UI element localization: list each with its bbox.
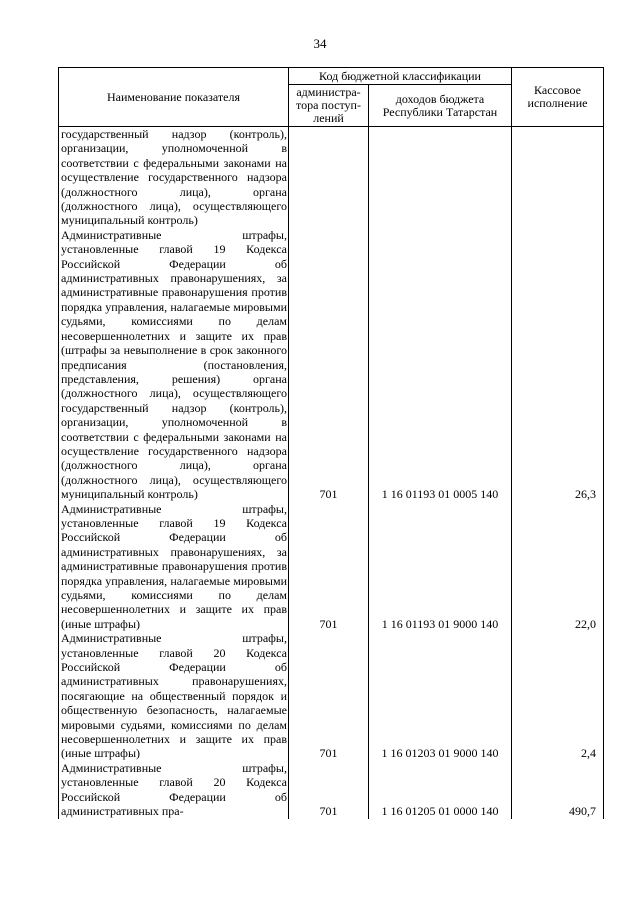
header-execution: Кассовое исполнение bbox=[512, 68, 604, 127]
row-code: 1 16 01203 01 9000 140 bbox=[369, 631, 512, 761]
table-row bbox=[59, 228, 604, 502]
row-amount: 490,7 bbox=[512, 761, 604, 819]
table-row bbox=[59, 631, 604, 761]
row-admin: 701 bbox=[289, 228, 369, 502]
row-amount: 22,0 bbox=[512, 502, 604, 632]
header-name: Наименование показателя bbox=[59, 68, 289, 127]
table-row bbox=[59, 502, 604, 632]
row-admin bbox=[289, 127, 369, 228]
row-code: 1 16 01193 01 0005 140 bbox=[369, 228, 512, 502]
table-header bbox=[59, 68, 604, 127]
row-name: Административные штрафы, установленные главой 20 Кодекса Российской Федерации об административных пра- bbox=[59, 761, 289, 819]
row-amount: 26,3 bbox=[512, 228, 604, 502]
table-row bbox=[59, 761, 604, 819]
row-admin: 701 bbox=[289, 502, 369, 632]
row-amount: 2,4 bbox=[512, 631, 604, 761]
budget-table bbox=[58, 67, 604, 819]
row-code bbox=[369, 127, 512, 228]
row-name: Административные штрафы, установленные главой 19 Кодекса Российской Федерации об административных правонарушениях, за административные правонарушения против порядка управления, налагаемые мировыми судьями, комиссиями по делам несовершеннолетних и защите их прав (штрафы за невыполнение в срок законного предписания (постановления, представления, решения) органа (должностного лица), осуществляющего государственный надзор (контроль), организации, уполномоченной в соответствии с федеральными законами на осуществление государственного надзора (должностного лица), органа (должностного лица), осуществляющего муниципальный контроль) bbox=[59, 228, 289, 502]
table-body bbox=[59, 127, 604, 819]
header-revenue: доходов бюджета Республики Татарстан bbox=[369, 85, 512, 127]
row-admin: 701 bbox=[289, 761, 369, 819]
table-row bbox=[59, 127, 604, 228]
row-name: Административные штрафы, установленные главой 19 Кодекса Российской Федерации об административных правонарушениях, за административные правонарушения против порядка управления, налагаемые мировыми судьями, комиссиями по делам несовершеннолетних и защите их прав (иные штрафы) bbox=[59, 502, 289, 632]
row-amount bbox=[512, 127, 604, 228]
header-admin: администра-тора поступ-лений bbox=[289, 85, 369, 127]
page-number: 34 bbox=[313, 36, 327, 51]
row-code: 1 16 01205 01 0000 140 bbox=[369, 761, 512, 819]
header-code-group: Код бюджетной классификации bbox=[289, 68, 512, 85]
row-name: государственный надзор (контроль), организации, уполномоченной в соответствии с федеральными законами на осуществление государственного надзора (должностного лица), органа (должностного лица), осуществляющего муниципальный контроль) bbox=[59, 127, 289, 228]
row-name: Административные штрафы, установленные главой 20 Кодекса Российской Федерации об административных правонарушениях, посягающие на общественный порядок и общественную безопасность, налагаемые мировыми судьями, комиссиями по делам несовершеннолетних и защите их прав (иные штрафы) bbox=[59, 631, 289, 761]
row-code: 1 16 01193 01 9000 140 bbox=[369, 502, 512, 632]
row-admin: 701 bbox=[289, 631, 369, 761]
